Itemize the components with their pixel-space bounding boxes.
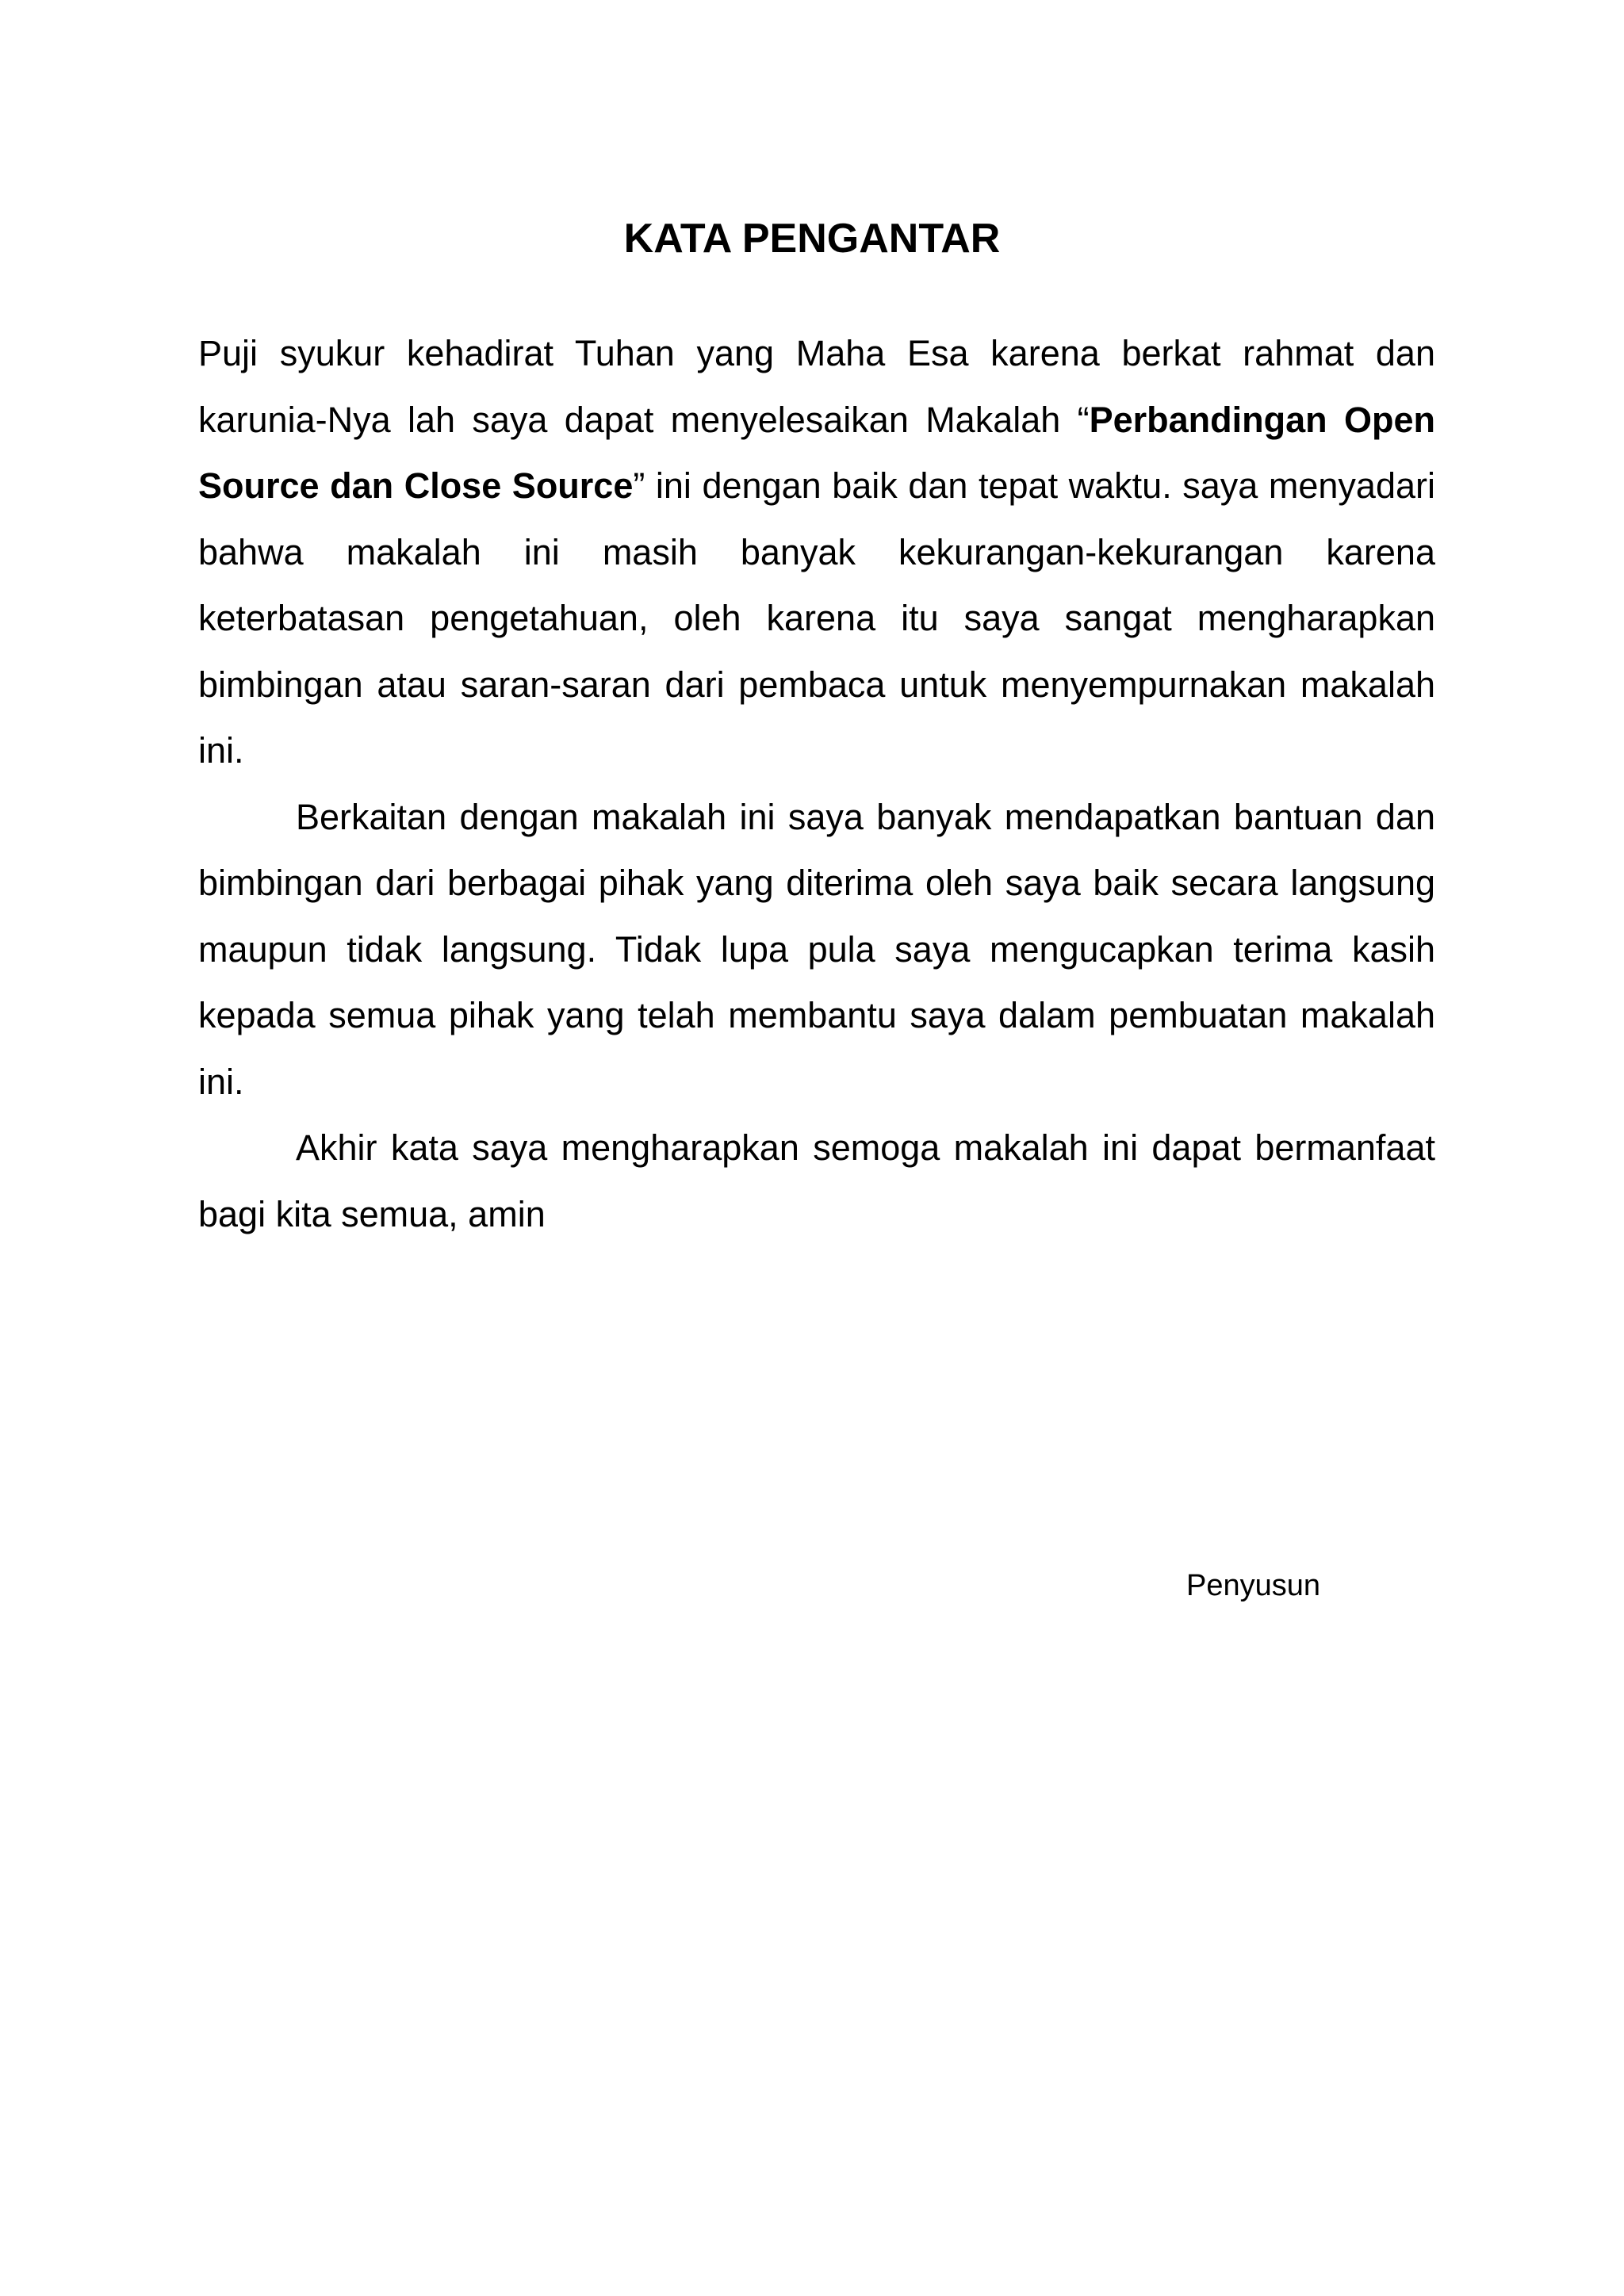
paragraph-1-text-end: ” ini dengan baik dan tepat waktu. saya menyadari bahwa makalah ini masih banyak kekurangan-kekurangan karena keterbatasan pengetahuan, oleh karena itu saya sangat mengharapkan bimbingan atau saran-saran dari pembaca untuk menyempurnakan makalah ini. <box>198 465 1435 771</box>
paragraph-1-text-start: Puji syukur kehadirat Tuhan yang Maha Esa karena berkat rahmat dan karunia-Nya lah saya dapat menyelesaikan Makalah “ <box>198 333 1435 440</box>
paragraph-3: Akhir kata saya mengharapkan semoga makalah ini dapat bermanfaat bagi kita semua, amin <box>198 1127 1435 1234</box>
signature-label: Penyusun <box>1186 1569 1321 1602</box>
page-title: KATA PENGANTAR <box>623 216 1001 262</box>
body-text <box>198 320 1435 1247</box>
paragraph-1 <box>198 320 1435 784</box>
paragraph-1-title-bold: Perbandingan Open Source dan Close Source <box>198 399 1435 506</box>
paragraph-2: Berkaitan dengan makalah ini saya banyak mendapatkan bantuan dan bimbingan dari berbagai pihak yang diterima oleh saya baik secara langsung maupun tidak langsung. Tidak lupa pula saya mengucapkan terima kasih kepada semua pihak yang telah membantu saya dalam pembuatan makalah ini. <box>198 796 1435 1102</box>
